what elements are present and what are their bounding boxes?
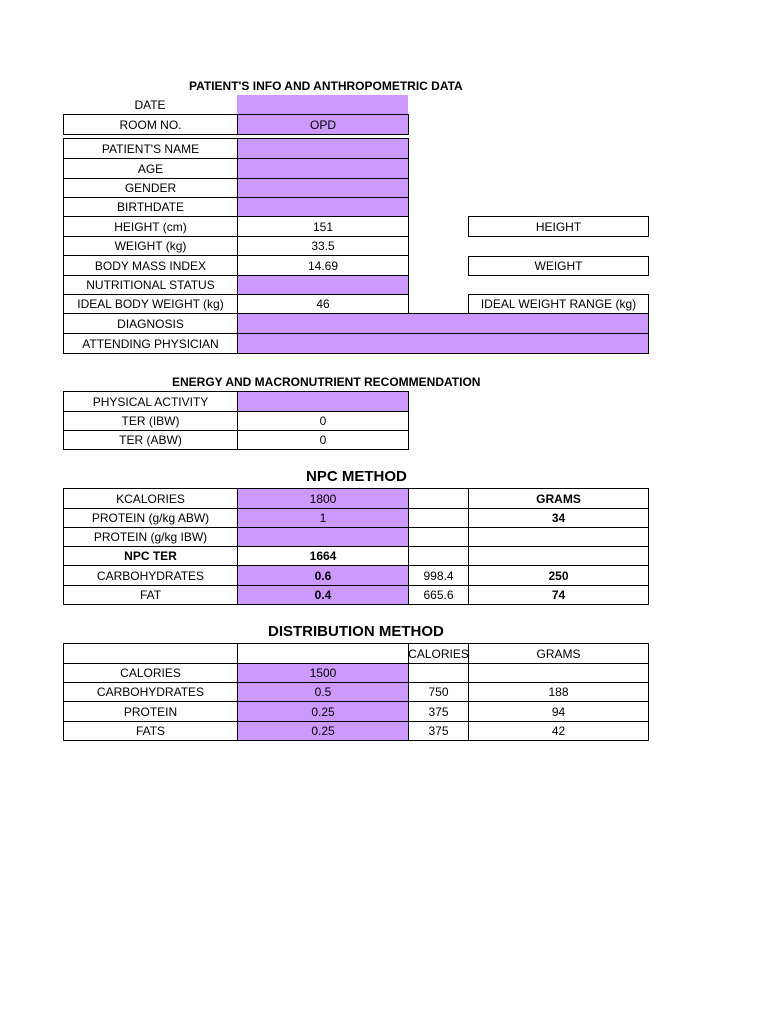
dist-calories-calc — [408, 663, 469, 683]
npc-protein-ibw-value[interactable] — [237, 527, 409, 547]
npc-ter-value[interactable]: 1664 — [237, 546, 409, 566]
dist-calories-header: CALORIES — [408, 643, 469, 664]
physician-label: ATTENDING PHYSICIAN — [63, 333, 238, 354]
dist-protein-label: PROTEIN — [63, 701, 238, 722]
room-no-value[interactable]: OPD — [237, 114, 409, 135]
npc-protein-abw-grams: 34 — [468, 508, 649, 528]
dist-fats-grams: 42 — [468, 721, 649, 741]
weight-label: WEIGHT (kg) — [63, 236, 238, 256]
patient-info-title: PATIENT'S INFO AND ANTHROPOMETRIC DATA — [189, 79, 463, 93]
date-value[interactable] — [237, 95, 408, 114]
gender-value[interactable] — [237, 178, 409, 198]
npc-carbs-calc: 998.4 — [408, 565, 469, 586]
nutritional-status-value[interactable] — [237, 275, 409, 295]
npc-protein-ibw-grams — [468, 527, 649, 547]
npc-protein-abw-calc — [408, 508, 469, 528]
dist-protein-value[interactable]: 0.25 — [237, 701, 409, 722]
dist-fats-value[interactable]: 0.25 — [237, 721, 409, 741]
diagnosis-value[interactable] — [237, 313, 649, 334]
physical-activity-value[interactable] — [237, 391, 409, 412]
dist-fats-calories: 375 — [408, 721, 469, 741]
dist-carbs-grams: 188 — [468, 682, 649, 702]
dist-grams-header: GRAMS — [468, 643, 649, 664]
dist-header-blank-2 — [237, 643, 409, 664]
nutritional-status-label: NUTRITIONAL STATUS — [63, 275, 238, 295]
ter-abw-label: TER (ABW) — [63, 430, 238, 450]
dist-header-blank-1 — [63, 643, 238, 664]
distribution-title: DISTRIBUTION METHOD — [268, 623, 444, 640]
npc-protein-ibw-label: PROTEIN (g/kg IBW) — [63, 527, 238, 547]
npc-fat-label: FAT — [63, 585, 238, 605]
dist-carbs-calories: 750 — [408, 682, 469, 702]
dist-carbs-label: CARBOHYDRATES — [63, 682, 238, 702]
npc-fat-grams: 74 — [468, 585, 649, 605]
ibw-value[interactable]: 46 — [237, 294, 409, 314]
dist-fats-label: FATS — [63, 721, 238, 741]
bmi-label: BODY MASS INDEX — [63, 255, 238, 276]
npc-fat-calc: 665.6 — [408, 585, 469, 605]
npc-kcal-value[interactable]: 1800 — [237, 488, 409, 509]
weight-side-box: WEIGHT — [468, 256, 649, 276]
ideal-weight-range-box: IDEAL WEIGHT RANGE (kg) — [468, 294, 649, 314]
physical-activity-label: PHYSICAL ACTIVITY — [63, 391, 238, 412]
npc-carbs-label: CARBOHYDRATES — [63, 565, 238, 586]
npc-ter-label: NPC TER — [63, 546, 238, 566]
dist-protein-calories: 375 — [408, 701, 469, 722]
npc-title: NPC METHOD — [306, 468, 407, 485]
height-side-box: HEIGHT — [468, 216, 649, 237]
patient-name-value[interactable] — [237, 138, 409, 159]
dist-calories-label: CALORIES — [63, 663, 238, 683]
npc-protein-abw-label: PROTEIN (g/kg ABW) — [63, 508, 238, 528]
npc-kcal-calc — [408, 488, 469, 509]
ter-ibw-value[interactable]: 0 — [237, 411, 409, 431]
ter-ibw-label: TER (IBW) — [63, 411, 238, 431]
npc-fat-value[interactable]: 0.4 — [237, 585, 409, 605]
dist-protein-grams: 94 — [468, 701, 649, 722]
npc-grams-header: GRAMS — [468, 488, 649, 509]
energy-title: ENERGY AND MACRONUTRIENT RECOMMENDATION — [172, 375, 481, 389]
npc-carbs-value[interactable]: 0.6 — [237, 565, 409, 586]
room-no-label: ROOM NO. — [63, 114, 238, 135]
age-label: AGE — [63, 158, 238, 179]
gender-label: GENDER — [63, 178, 238, 198]
ibw-label: IDEAL BODY WEIGHT (kg) — [63, 294, 238, 314]
date-label: DATE — [134, 97, 166, 112]
weight-value[interactable]: 33.5 — [237, 236, 409, 256]
physician-value[interactable] — [237, 333, 649, 354]
height-label: HEIGHT (cm) — [63, 216, 238, 237]
npc-kcal-label: KCALORIES — [63, 488, 238, 509]
age-value[interactable] — [237, 158, 409, 179]
bmi-value[interactable]: 14.69 — [237, 255, 409, 276]
dist-carbs-value[interactable]: 0.5 — [237, 682, 409, 702]
diagnosis-label: DIAGNOSIS — [63, 313, 238, 334]
dist-calories-value[interactable]: 1500 — [237, 663, 409, 683]
npc-protein-abw-value[interactable]: 1 — [237, 508, 409, 528]
npc-ter-calc — [408, 546, 469, 566]
dist-calories-grams — [468, 663, 649, 683]
npc-protein-ibw-calc — [408, 527, 469, 547]
ter-abw-value[interactable]: 0 — [237, 430, 409, 450]
birthdate-value[interactable] — [237, 197, 409, 217]
npc-carbs-grams: 250 — [468, 565, 649, 586]
npc-ter-grams — [468, 546, 649, 566]
patient-name-label: PATIENT'S NAME — [63, 138, 238, 159]
birthdate-label: BIRTHDATE — [63, 197, 238, 217]
height-value[interactable]: 151 — [237, 216, 409, 237]
